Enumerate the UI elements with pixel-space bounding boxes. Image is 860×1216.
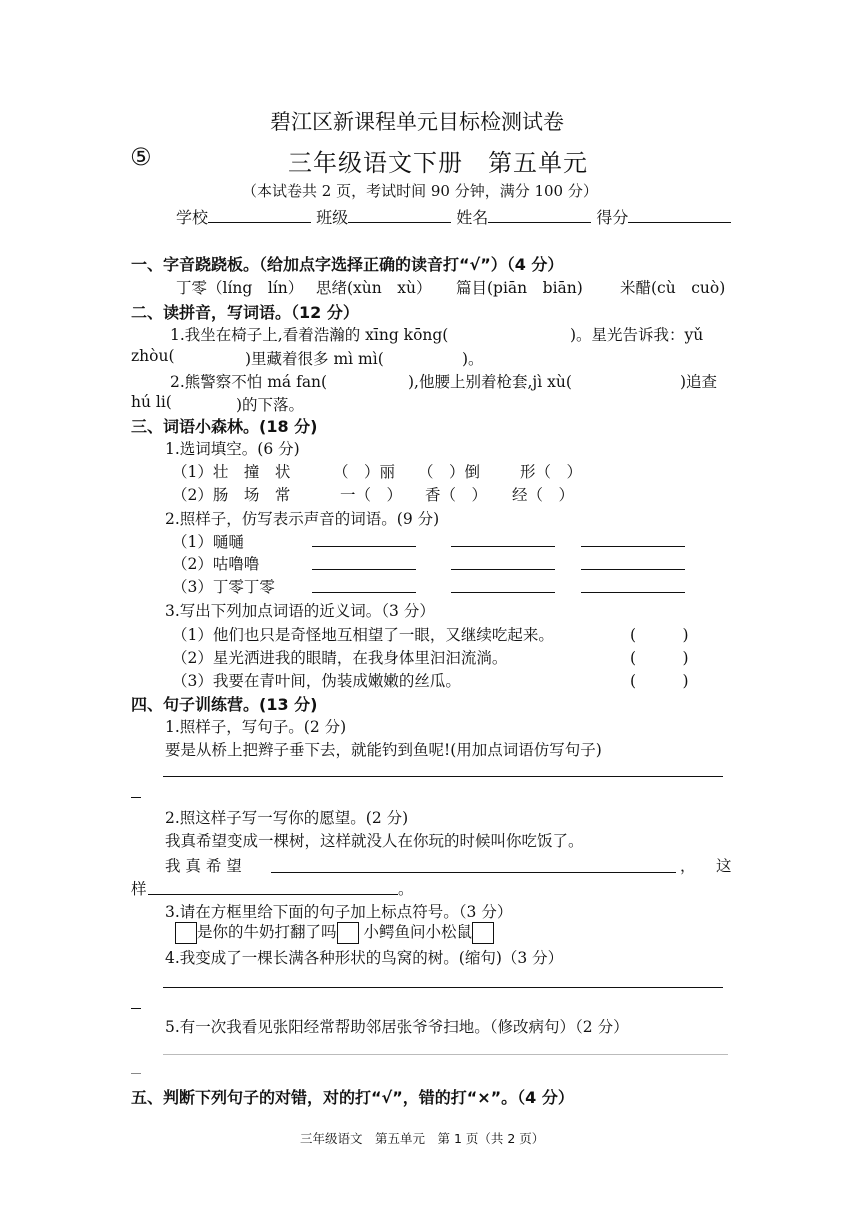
score-blank[interactable] bbox=[628, 208, 731, 223]
answer-line[interactable] bbox=[451, 546, 555, 547]
exam-note: （本试卷共 2 页，考试时间 90 分钟，满分 100 分） bbox=[242, 182, 598, 200]
line-fragment bbox=[131, 797, 141, 798]
s3-q1-r1-c[interactable]: 形（ ） bbox=[520, 463, 583, 481]
s2-line-4a: hú li( bbox=[131, 393, 172, 411]
s4-q2: 2.照这样子写一写你的愿望。(2 分) bbox=[165, 809, 409, 827]
answer-line[interactable] bbox=[163, 776, 723, 777]
s4-q5: 5.有一次我看见张阳经常帮助邻居张爷爷扫地。（修改病句）（2 分） bbox=[165, 1018, 629, 1036]
s4-q3-part-b: 小鳄鱼问小松鼠 bbox=[363, 923, 472, 941]
class-label: 班级 bbox=[316, 208, 349, 227]
answer-line[interactable] bbox=[163, 987, 723, 988]
answer-line[interactable] bbox=[581, 592, 685, 593]
s3-q1-r2-b[interactable]: 香（ ） bbox=[425, 486, 488, 504]
s2-line-3c: )追查 bbox=[680, 373, 718, 391]
s2-line-1a: 1.我坐在椅子上,看着浩瀚的 xīng kōng( bbox=[170, 326, 449, 344]
s3-q2-item-2: （2）咕噜噜 bbox=[172, 555, 260, 573]
s2-line-2a: zhòu( bbox=[131, 347, 175, 365]
s3-q1: 1.选词填空。(6 分) bbox=[165, 440, 300, 458]
s1-word-3[interactable]: 篇目(piān biān) bbox=[456, 279, 583, 297]
answer-line[interactable] bbox=[148, 894, 398, 895]
section-1-heading: 一、字音跷跷板。（给加点字选择正确的读音打“√”）（4 分） bbox=[131, 255, 564, 274]
s4-q1: 1.照样子，写句子。(2 分) bbox=[165, 718, 347, 736]
answer-line[interactable] bbox=[312, 592, 416, 593]
s4-q2-comma: ， bbox=[680, 857, 696, 875]
s4-q4: 4.我变成了一棵长满各种形状的鸟窝的树。(缩句)（3 分） bbox=[165, 949, 564, 967]
circle-number: ⑤ bbox=[130, 143, 153, 171]
s2-line-2c: )。 bbox=[462, 350, 484, 368]
s3-q2: 2.照样子，仿写表示声音的词语。(9 分) bbox=[165, 510, 440, 528]
school-label: 学校 bbox=[176, 208, 209, 227]
s2-line-2b: )里藏着很多 mì mì( bbox=[245, 350, 384, 368]
info-fields bbox=[176, 205, 731, 228]
s3-q1-r1-b[interactable]: （ ）倒 bbox=[418, 463, 481, 481]
s4-q2-yang: 样 bbox=[131, 880, 147, 898]
s4-q3-sentence bbox=[175, 920, 494, 944]
s4-q3: 3.请在方框里给下面的句子加上标点符号。（3 分） bbox=[165, 903, 513, 921]
exam-title: 碧江区新课程单元目标检测试卷 bbox=[270, 110, 564, 134]
name-blank[interactable] bbox=[488, 208, 591, 223]
punctuation-box[interactable] bbox=[472, 922, 494, 944]
s3-q3-item-1: （1）他们也只是奇怪地互相望了一眼，又继续吃起来。 bbox=[172, 626, 554, 644]
score-label: 得分 bbox=[596, 208, 629, 227]
answer-line[interactable] bbox=[581, 569, 685, 570]
name-label: 姓名 bbox=[456, 208, 489, 227]
s3-q3-answer-1[interactable]: ( ) bbox=[630, 626, 689, 644]
s3-q1-r1-words: （1）壮 撞 状 bbox=[172, 463, 291, 481]
section-2-heading: 二、读拼音，写词语。（12 分） bbox=[131, 303, 359, 322]
punctuation-box[interactable] bbox=[175, 922, 197, 944]
s4-q1-example: 要是从桥上把辫子垂下去，就能钓到鱼呢!(用加点词语仿写句子) bbox=[165, 741, 602, 759]
s3-q2-item-1: （1）嗵嗵 bbox=[172, 533, 244, 551]
s3-q2-item-3: （3）丁零丁零 bbox=[172, 578, 275, 596]
answer-line[interactable] bbox=[312, 569, 416, 570]
s3-q1-r2-a[interactable]: 一（ ） bbox=[340, 486, 403, 504]
s3-q3: 3.写出下列加点词语的近义词。（3 分） bbox=[165, 602, 435, 620]
s2-line-3a: 2.熊警察不怕 má fan( bbox=[170, 373, 328, 391]
line-fragment bbox=[131, 1008, 141, 1009]
s1-word-1[interactable]: 丁零（líng lín） bbox=[176, 279, 304, 297]
s4-q2-end: 。 bbox=[398, 880, 414, 898]
page-footer: 三年级语文 第五单元 第 1 页（共 2 页） bbox=[300, 1131, 545, 1146]
section-5-heading: 五、判断下列句子的对错，对的打“√”，错的打“×”。（4 分） bbox=[131, 1088, 574, 1107]
s2-line-3b: ),他腰上别着枪套,jì xù( bbox=[408, 373, 572, 391]
s2-line-1b: )。星光告诉我：yǔ bbox=[570, 326, 704, 344]
s3-q3-answer-2[interactable]: ( ) bbox=[630, 649, 689, 667]
section-4-heading: 四、句子训练营。(13 分) bbox=[131, 695, 318, 714]
s3-q1-r2-c[interactable]: 经（ ） bbox=[512, 486, 575, 504]
s3-q1-r2-words: （2）肠 场 常 bbox=[172, 486, 291, 504]
punctuation-box[interactable] bbox=[337, 922, 359, 944]
s4-q2-zhe: 这 bbox=[716, 857, 732, 875]
line-fragment bbox=[131, 1073, 141, 1074]
school-blank[interactable] bbox=[208, 208, 311, 223]
answer-line[interactable] bbox=[451, 569, 555, 570]
answer-line[interactable] bbox=[271, 872, 676, 873]
s3-q3-answer-3[interactable]: ( ) bbox=[630, 672, 689, 690]
s4-q2-start: 我 真 希 望 bbox=[165, 857, 242, 875]
s3-q3-item-3: （3）我要在青叶间，伪装成嫩嫩的丝瓜。 bbox=[172, 672, 461, 690]
main-title: 三年级语文下册 第五单元 bbox=[288, 149, 588, 177]
answer-line[interactable] bbox=[312, 546, 416, 547]
s3-q1-r1-a[interactable]: （ ）丽 bbox=[333, 463, 396, 481]
answer-line[interactable] bbox=[451, 592, 555, 593]
s4-q3-part-a: 是你的牛奶打翻了吗 bbox=[197, 923, 337, 941]
answer-line[interactable] bbox=[163, 1054, 728, 1055]
class-blank[interactable] bbox=[348, 208, 451, 223]
s2-line-4b: )的下落。 bbox=[236, 396, 305, 414]
s1-word-2[interactable]: 思绪(xùn xù） bbox=[316, 279, 432, 297]
s4-q2-example: 我真希望变成一棵树，这样就没人在你玩的时候叫你吃饭了。 bbox=[165, 832, 584, 850]
s1-word-4[interactable]: 米醋(cù cuò) bbox=[620, 279, 726, 297]
s3-q3-item-2: （2）星光洒进我的眼睛，在我身体里汩汩流淌。 bbox=[172, 649, 508, 667]
answer-line[interactable] bbox=[581, 546, 685, 547]
section-3-heading: 三、词语小森林。(18 分) bbox=[131, 417, 318, 436]
